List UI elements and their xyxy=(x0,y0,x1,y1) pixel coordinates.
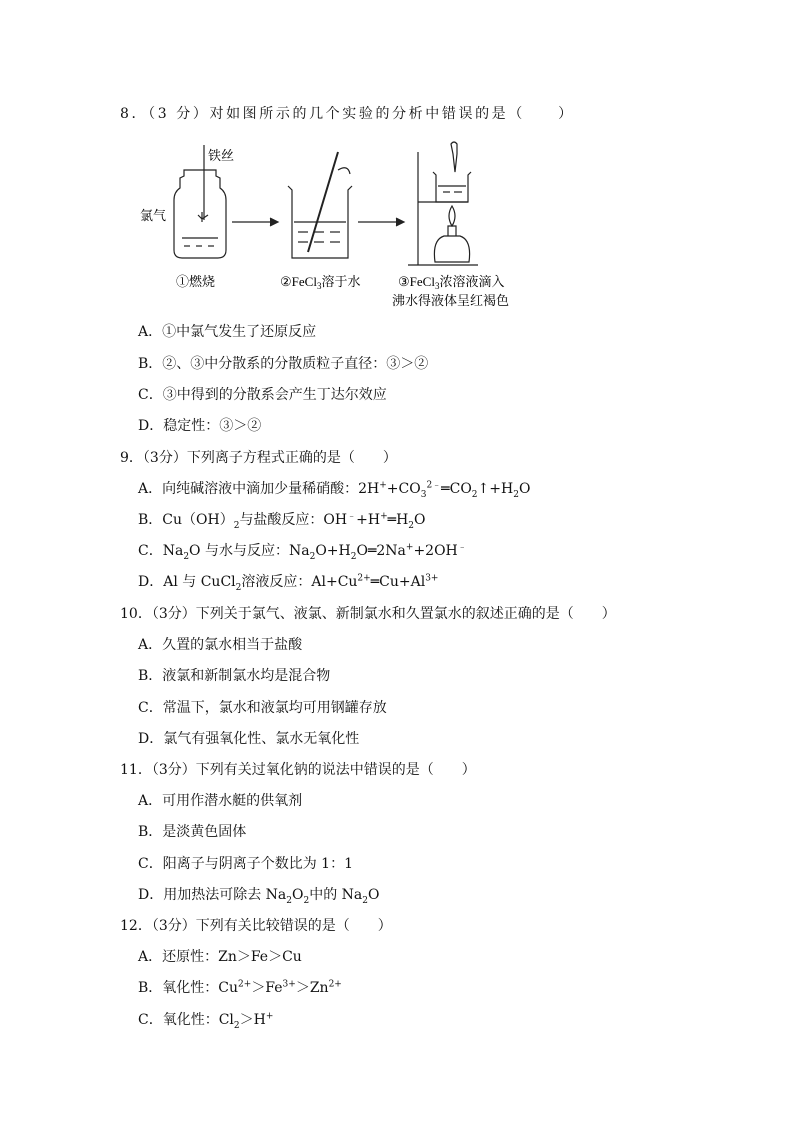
label-chlorine: 氯气 xyxy=(140,208,167,223)
q8-option-a: A．①中氯气发生了还原反应 xyxy=(138,324,317,340)
gas-jar xyxy=(174,170,226,258)
label-iron-wire: 铁丝 xyxy=(208,148,235,163)
q12-option-b: B．氧化性：$Cu^{2+}>Fe^{3+}>Zn^{2+}$ xyxy=(138,979,342,996)
question-12-title: 12．（3分）下列有关比较错误的是（ ） xyxy=(120,918,392,934)
caption-3-line2: 沸水得液体呈红褐色 xyxy=(392,293,510,308)
question-10-title: 10．（3分）下列关于氯气、液氯、新制氯水和久置氯水的叙述正确的是（ ） xyxy=(120,606,616,622)
q11-option-a: A．可用作潜水艇的供氧剂 xyxy=(138,793,303,809)
q11-option-c: C．阳离子与阴离子个数比为 1：1 xyxy=(138,856,353,872)
alcohol-lamp xyxy=(434,236,469,262)
small-beaker xyxy=(433,172,471,202)
q10-option-d: D．氯气有强氧化性、氯水无氧化性 xyxy=(138,731,360,747)
q10-option-a: A．久置的氯水相当于盐酸 xyxy=(138,637,303,653)
q8-option-b: B．②、③中分散系的分散质粒子直径：③＞② xyxy=(138,356,429,372)
experiment-diagram xyxy=(138,140,538,315)
question-11-title: 11．（3分）下列有关过氧化钠的说法中错误的是（ ） xyxy=(120,762,476,778)
experiment-figure xyxy=(138,140,538,315)
question-9-title: 9．（3分）下列离子方程式正确的是（ ） xyxy=(120,450,397,466)
q12-option-c: C．氧化性：$Cl_2>H^+$ xyxy=(138,1011,274,1031)
q12-option-a: A．还原性：Zn＞Fe＞Cu xyxy=(138,949,302,965)
flame xyxy=(449,206,455,226)
q8-option-d: D．稳定性：③＞② xyxy=(138,418,262,434)
caption-2: ②FeCl$_3$溶于水 xyxy=(280,274,361,291)
glass-rod xyxy=(308,152,338,252)
caption-3-line1: ③FeCl$_3$浓溶液滴入 xyxy=(398,274,505,291)
q9-option-a: A．向纯碱溶液中滴加少量稀硝酸：$2H^++CO_3^{2﹣}═CO_2↑+H_2O$ xyxy=(138,480,531,500)
q10-option-c: C．常温下，氯水和液氯均可用钢罐存放 xyxy=(138,700,387,716)
q11-option-d: D．用加热法可除去 $Na_2O_2$中的 $Na_2O$ xyxy=(138,887,380,906)
question-8-title: 8．（3 分）对如图所示的几个实验的分析中错误的是（ ） xyxy=(120,106,575,122)
q11-option-b: B．是淡黄色固体 xyxy=(138,824,247,840)
q8-option-c: C．③中得到的分散系会产生丁达尔效应 xyxy=(138,387,387,403)
q9-option-d: D．Al 与 CuCl$_2$溶液反应：$Al+Cu^{2+}═Cu+Al^{3+}$ xyxy=(138,573,439,593)
caption-1: ①燃烧 xyxy=(176,274,216,289)
q10-option-b: B．液氯和新制氯水均是混合物 xyxy=(138,668,331,684)
q9-option-c: C．$Na_2O$ 与水与反应：$Na_2O+H_2O═2Na^++2OH^﹣$ xyxy=(138,542,467,562)
dropper xyxy=(451,142,457,172)
q9-option-b: B．$Cu(OH)_2$与盐酸反应：$OH^﹣+H^+═H_2O$ xyxy=(138,511,426,531)
